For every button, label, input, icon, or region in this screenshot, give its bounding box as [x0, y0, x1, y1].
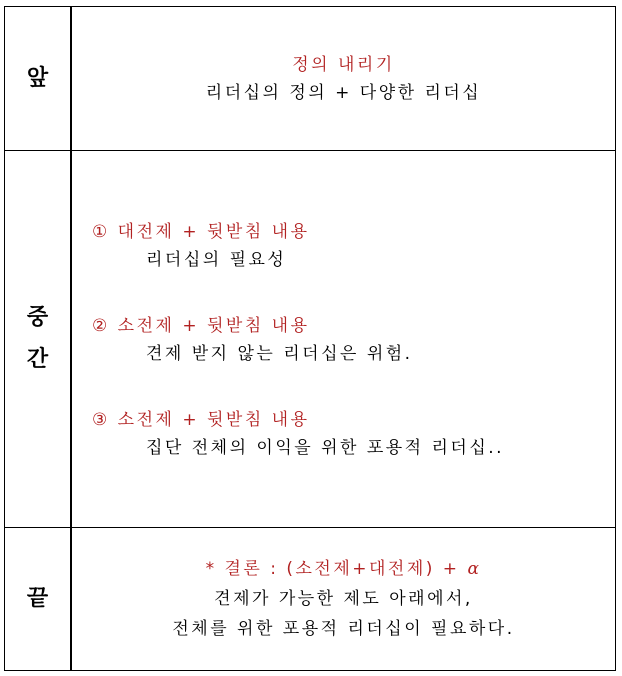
- end-row: [5, 528, 616, 671]
- point-3-marker: ③: [92, 410, 110, 430]
- conclusion-line-1: 견제가 가능한 제도 아래에서,: [214, 589, 473, 609]
- point-2-heading: 소전제 + 뒷받침 내용: [117, 316, 310, 336]
- intro-text: 리더십의 정의 + 다양한 리더십: [205, 82, 482, 103]
- point-2: [92, 312, 615, 368]
- conclusion-prefix: * 결론 : (소전제+대전제) +: [205, 559, 468, 579]
- intro-content: [71, 7, 616, 151]
- point-3-heading: 소전제 + 뒷받침 내용: [117, 410, 310, 430]
- point-1-marker: ①: [92, 222, 110, 242]
- point-2-detail: 견제 받지 않는 리더십은 위험.: [146, 344, 413, 364]
- alpha-symbol: α: [467, 559, 482, 579]
- conclusion-line-2: 전체를 위한 포용적 리더십이 필요하다.: [172, 619, 515, 639]
- end-content: [71, 528, 616, 671]
- conclusion-heading: [72, 554, 615, 584]
- body-label-line2: 간: [26, 347, 49, 372]
- point-3-detail: 집단 전체의 이익을 위한 포용적 리더십..: [146, 438, 505, 458]
- point-3: [92, 406, 615, 462]
- essay-outline-table: [4, 6, 616, 671]
- intro-heading: 정의 내리기: [292, 54, 395, 75]
- body-content: [71, 151, 616, 528]
- intro-row: [5, 7, 616, 151]
- point-1: [92, 218, 615, 274]
- body-label-line1: 중: [26, 305, 49, 331]
- end-label-text: 끝: [26, 586, 49, 612]
- body-label: [5, 151, 72, 528]
- point-1-detail: 리더십의 필요성: [146, 250, 287, 270]
- body-row: [5, 151, 616, 528]
- point-1-heading: 대전제 + 뒷받침 내용: [117, 222, 310, 242]
- end-label: [5, 528, 72, 671]
- point-2-marker: ②: [92, 316, 110, 336]
- intro-label-text: 앞: [26, 65, 49, 91]
- intro-label: [5, 7, 72, 151]
